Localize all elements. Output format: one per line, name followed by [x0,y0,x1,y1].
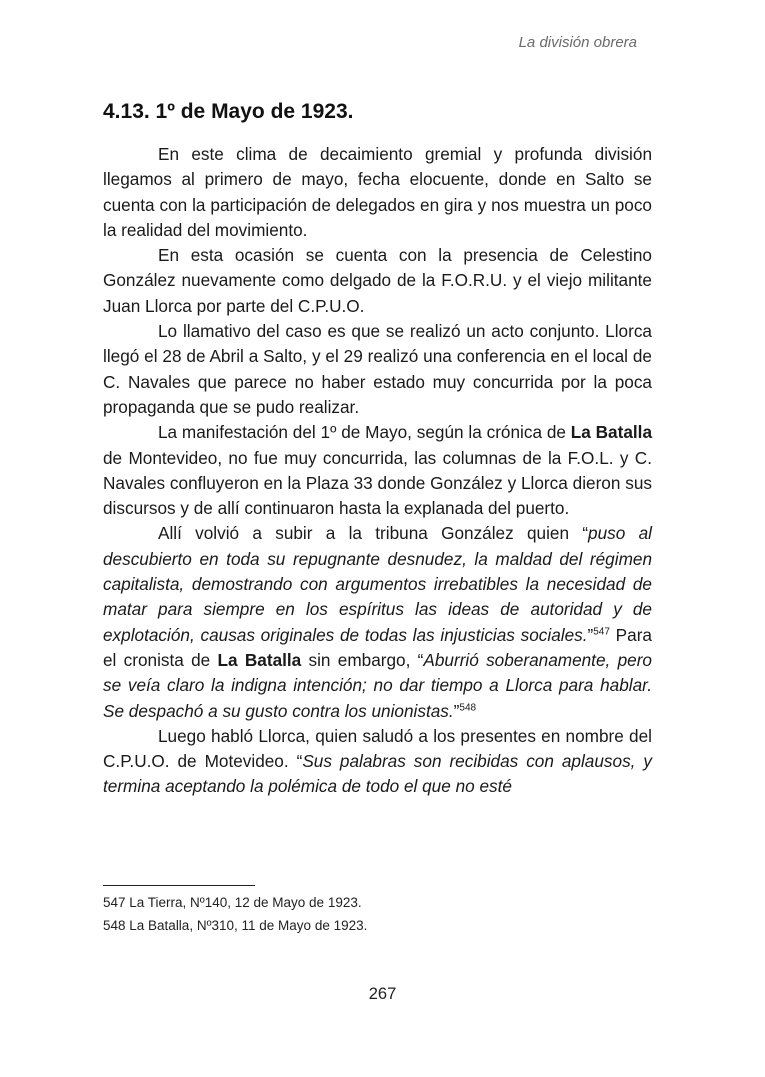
paragraph-1: En este clima de decaimiento gremial y profunda división llegamos al primero de mayo, fecha elocuente, donde en Salto se cuenta con la participación de delegados en gira y nos muestra un poco la realidad del movimiento. [103,144,652,240]
running-header: La división obrera [518,34,637,51]
text-run: de Montevideo, no fue muy concurrida, las columnas de la F.O.L. y C. Navales confluyeron en la Plaza 33 donde González y Llorca dieron sus discursos y de allí continuaron hasta la explanada del puerto. [103,447,652,519]
footnote-548: 548 La Batalla, Nº310, 11 de Mayo de 1923. [103,918,368,933]
footnotes [103,891,367,937]
text-run: sin embargo, “ [301,649,424,670]
text-run: Luego habló Llorca, quien saludó a los presentes en nombre del C.P.U.O. de Motevideo. “ [103,725,652,772]
newspaper-title: La Batalla [217,649,302,670]
text-run: ” [587,624,594,645]
paragraph-5 [103,521,652,723]
footnote-ref-548: 548 [459,701,477,713]
quotation: Sus palabras son recibidas con aplausos, y termina aceptando la polémica de todo el que no esté [103,751,652,797]
text-run: ” [453,700,460,721]
paragraph-4 [103,420,652,521]
text-run: Para el cronista de [103,624,652,670]
paragraph-2: En esta ocasión se cuenta con la presencia de Celestino González nuevamente como delgado de la F.O.R.U. y el viejo militante Juan Llorca por parte del C.P.U.O. [103,245,652,316]
footnote-divider [103,885,255,886]
page-number: 267 [368,985,397,1003]
paragraph-3: Lo llamativo del caso es que se realizó un acto conjunto. Llorca llegó el 28 de Abril a Salto, y el 29 realizó una conferencia en el local de C. Navales que parece no haber estado muy concurrida por la poca propaganda que se pudo realizar. [103,321,652,417]
footnote-547: 547 La Tierra, Nº140, 12 de Mayo de 1923. [103,895,362,910]
quotation: puso al descubierto en toda su repugnante desnudez, la maldad del régimen capitalista, demostrando con argumentos irrebatibles la necesidad de matar para siempre en los espíritus las ideas de autoridad y de explotación, causas originales de todas las injusticias sociales. [103,523,652,645]
footnote-ref-547: 547 [593,625,610,637]
newspaper-title: La Batalla [570,422,653,443]
body-text [103,142,652,800]
paragraph-6 [103,724,652,800]
quotation: Aburrió soberanamente, pero se veía claro la indigna intención; no dar tiempo a Llorca para hablar. Se despachó a su gusto contra los unionistas. [103,649,652,721]
text-run: Allí volvió a subir a la tribuna González quien “ [158,523,589,544]
text-run: La manifestación del 1º de Mayo, según la crónica de [158,422,571,443]
section-title: 4.13. 1º de Mayo de 1923. [103,100,354,123]
